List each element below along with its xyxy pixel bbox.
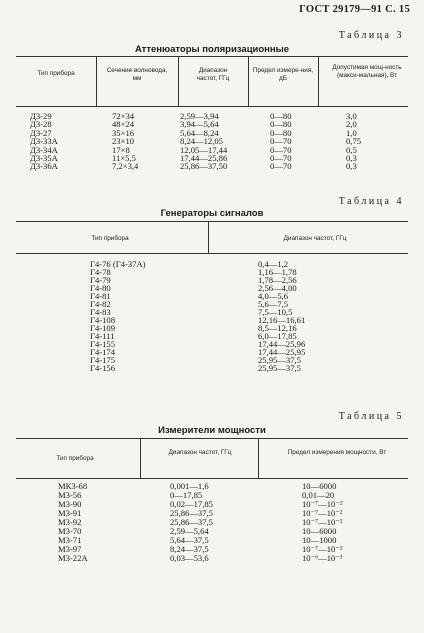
table-cell: 25,86—37,5 xyxy=(170,508,213,518)
table-cell: 0,03—53,6 xyxy=(170,553,209,563)
table-cell: 10⁻⁷—10⁻² xyxy=(302,544,343,554)
table-cell: М3-56 xyxy=(58,490,82,500)
table3-header-section: Сечение волновода, мм xyxy=(106,67,168,82)
table4-label: Таблица 4 xyxy=(338,196,404,207)
table-cell: 0—70 xyxy=(270,136,292,147)
table-cell: 0—70 xyxy=(270,161,292,172)
table-cell: 0,01—20 xyxy=(302,490,335,500)
table-cell: 0—17,85 xyxy=(170,490,203,500)
table-cell: 5,6—7,5 xyxy=(258,299,289,309)
table4-col-freq xyxy=(258,260,305,372)
table-cell: Г4-76 (Г4-37А) xyxy=(90,259,146,269)
table3-header-power: Допустимая мощ-ность (макси-мальная), Вт xyxy=(332,64,402,79)
table-cell: 0,4—1,2 xyxy=(258,259,289,269)
table-cell: 7,5—10,5 xyxy=(258,307,293,317)
table-cell: 2,0 xyxy=(346,119,357,130)
table-cell: М3-92 xyxy=(58,517,82,527)
table-cell: 12,05—17,44 xyxy=(180,144,228,155)
table-cell: М3-90 xyxy=(58,499,82,509)
table-cell: Д3-28 xyxy=(30,119,52,130)
table-cell: Д3-29 xyxy=(30,111,52,121)
table-cell: 0—70 xyxy=(270,152,292,163)
table3-header-rule xyxy=(16,106,408,107)
table4-title: Генераторы сигналов xyxy=(160,208,264,219)
table-cell: Д3-33А xyxy=(30,136,58,147)
table-cell: Г4-174 xyxy=(90,347,116,357)
table-cell: 1,16—1,78 xyxy=(258,267,297,277)
table4-header-type: Тип прибора xyxy=(91,235,129,242)
table4-col-divider xyxy=(208,221,209,253)
table-cell: Г4-79 xyxy=(90,275,111,285)
table-cell: Г4-156 xyxy=(90,363,116,373)
table-cell: Г4-83 xyxy=(90,307,111,317)
table4-col-type xyxy=(90,260,146,372)
table-cell: Д3-35А xyxy=(30,152,58,163)
table-cell: 0—80 xyxy=(270,127,292,138)
table-cell: 25,86—37,5 xyxy=(170,517,213,527)
table5-col-divider-2 xyxy=(258,438,259,478)
table-cell: 5,64—8,24 xyxy=(180,127,219,138)
table3-header-type: Тип прибора xyxy=(37,70,75,77)
table-cell: МК3-68 xyxy=(58,481,88,491)
table-cell: 0—80 xyxy=(270,119,292,130)
table-cell: Г4-111 xyxy=(90,331,115,341)
page-header: ГОСТ 29179—91 С. 15 xyxy=(299,4,410,15)
table-cell: 0,5 xyxy=(346,144,357,155)
table-cell: 10—6000 xyxy=(302,481,337,491)
table-cell: 1,78—2,56 xyxy=(258,275,297,285)
table3-header-freq: Диапазон частот, ГГц xyxy=(196,67,230,82)
table-cell: 6,0—17,85 xyxy=(258,331,297,341)
table-cell: 2,59—3,94 xyxy=(180,111,219,121)
table-cell: 25,86—37,50 xyxy=(180,161,228,172)
table3-col-divider-4 xyxy=(318,56,319,106)
table5-col-power xyxy=(302,482,342,563)
table3-col-divider-2 xyxy=(178,56,179,106)
table5-col-freq xyxy=(170,482,213,563)
table-cell: 10⁻⁶—10⁻³ xyxy=(302,553,343,563)
table3-col-section xyxy=(112,112,138,171)
table5-header-power: Предел измерения мощности, Вт xyxy=(287,449,387,456)
table3-col-divider-3 xyxy=(248,56,249,106)
table-cell: 8,5—12,16 xyxy=(258,323,297,333)
table-cell: 0—80 xyxy=(270,111,292,121)
table5-label: Таблица 5 xyxy=(338,411,404,422)
table-cell: 11×5,5 xyxy=(112,152,136,163)
table-cell: М3-71 xyxy=(58,535,82,545)
table-cell: 10⁻⁷—10⁻² xyxy=(302,499,343,509)
table-cell: 10—1000 xyxy=(302,535,337,545)
table-cell: Г4-155 xyxy=(90,339,116,349)
table5-header-rule xyxy=(16,478,408,479)
table-cell: 17,44—25,95 xyxy=(258,347,306,357)
table3-top-rule xyxy=(16,56,408,57)
table3-col-freq xyxy=(180,112,227,171)
table-cell: 17,44—25,96 xyxy=(258,339,306,349)
table-cell: Д3-27 xyxy=(30,127,52,138)
table-cell: 48×24 xyxy=(112,119,135,130)
table3-label: Таблица 3 xyxy=(338,30,404,41)
table-cell: 5,64—37,5 xyxy=(170,535,209,545)
table-cell: 35×16 xyxy=(112,127,135,138)
table-cell: 25,95—37,5 xyxy=(258,355,301,365)
table-cell: 12,16—16,61 xyxy=(258,315,306,325)
table3-col-power xyxy=(346,112,361,171)
table5-title: Измерители мощности xyxy=(158,425,266,436)
table-cell: 8,24—37,5 xyxy=(170,544,209,554)
table-cell: Г4-175 xyxy=(90,355,116,365)
table-cell: 2,56—4,00 xyxy=(258,283,297,293)
table-cell: 25,95—37,5 xyxy=(258,363,301,373)
table5-col-type xyxy=(58,482,88,563)
table-cell: 0,3 xyxy=(346,161,357,172)
table-cell: 10—6000 xyxy=(302,526,337,536)
table-cell: Г4-80 xyxy=(90,283,111,293)
table-cell: Г4-81 xyxy=(90,291,111,301)
table-cell: М3-70 xyxy=(58,526,82,536)
table5-header-freq: Диапазон частот, ГГц xyxy=(168,449,232,456)
table-cell: 72×34 xyxy=(112,111,135,121)
table-cell: 10⁻⁷—10⁻² xyxy=(302,517,343,527)
table-cell: Г4-109 xyxy=(90,323,116,333)
table-cell: Д3-36А xyxy=(30,161,58,172)
table-cell: 1,0 xyxy=(346,127,357,138)
table-cell: 3,0 xyxy=(346,111,357,121)
table-cell: 0,001—1,6 xyxy=(170,481,209,491)
table-cell: 2,59—5,64 xyxy=(170,526,209,536)
table-cell: 17,44—25,86 xyxy=(180,152,228,163)
table3-header-limit: Предел измере-ния, дБ xyxy=(252,67,314,82)
table-cell: Г4-82 xyxy=(90,299,111,309)
table3-col-limit xyxy=(270,112,291,171)
table-cell: 8,24—12,05 xyxy=(180,136,223,147)
table-cell: 23×10 xyxy=(112,136,135,147)
table5-top-rule xyxy=(16,438,408,439)
table-cell: 0—70 xyxy=(270,144,292,155)
table-cell: Д3-34А xyxy=(30,144,58,155)
table-cell: 0,3 xyxy=(346,152,357,163)
table-cell: М3-91 xyxy=(58,508,82,518)
table5-col-divider-1 xyxy=(140,438,141,478)
table-cell: 7,2×3,4 xyxy=(112,161,139,172)
table-cell: 10⁻⁷—10⁻² xyxy=(302,508,343,518)
table-cell: 17×8 xyxy=(112,144,130,155)
table3-col-type xyxy=(30,112,58,171)
table3-col-divider-1 xyxy=(96,56,97,106)
table3-title: Аттенюаторы поляризационные xyxy=(134,44,290,55)
table-cell: Г4-78 xyxy=(90,267,111,277)
table4-top-rule xyxy=(16,221,408,222)
table-cell: 4,0—5,6 xyxy=(258,291,289,301)
table4-header-rule xyxy=(16,253,408,254)
table-cell: 0,02—17,85 xyxy=(170,499,213,509)
table-cell: М3-97 xyxy=(58,544,82,554)
table-cell: 0,75 xyxy=(346,136,362,147)
table-cell: Г4-108 xyxy=(90,315,116,325)
table4-header-freq: Диапазон частот, ГГц xyxy=(283,235,347,242)
table-cell: 3,94—5,64 xyxy=(180,119,219,130)
table5-header-type: Тип прибора xyxy=(56,455,94,462)
table-cell: М3-22А xyxy=(58,553,88,563)
